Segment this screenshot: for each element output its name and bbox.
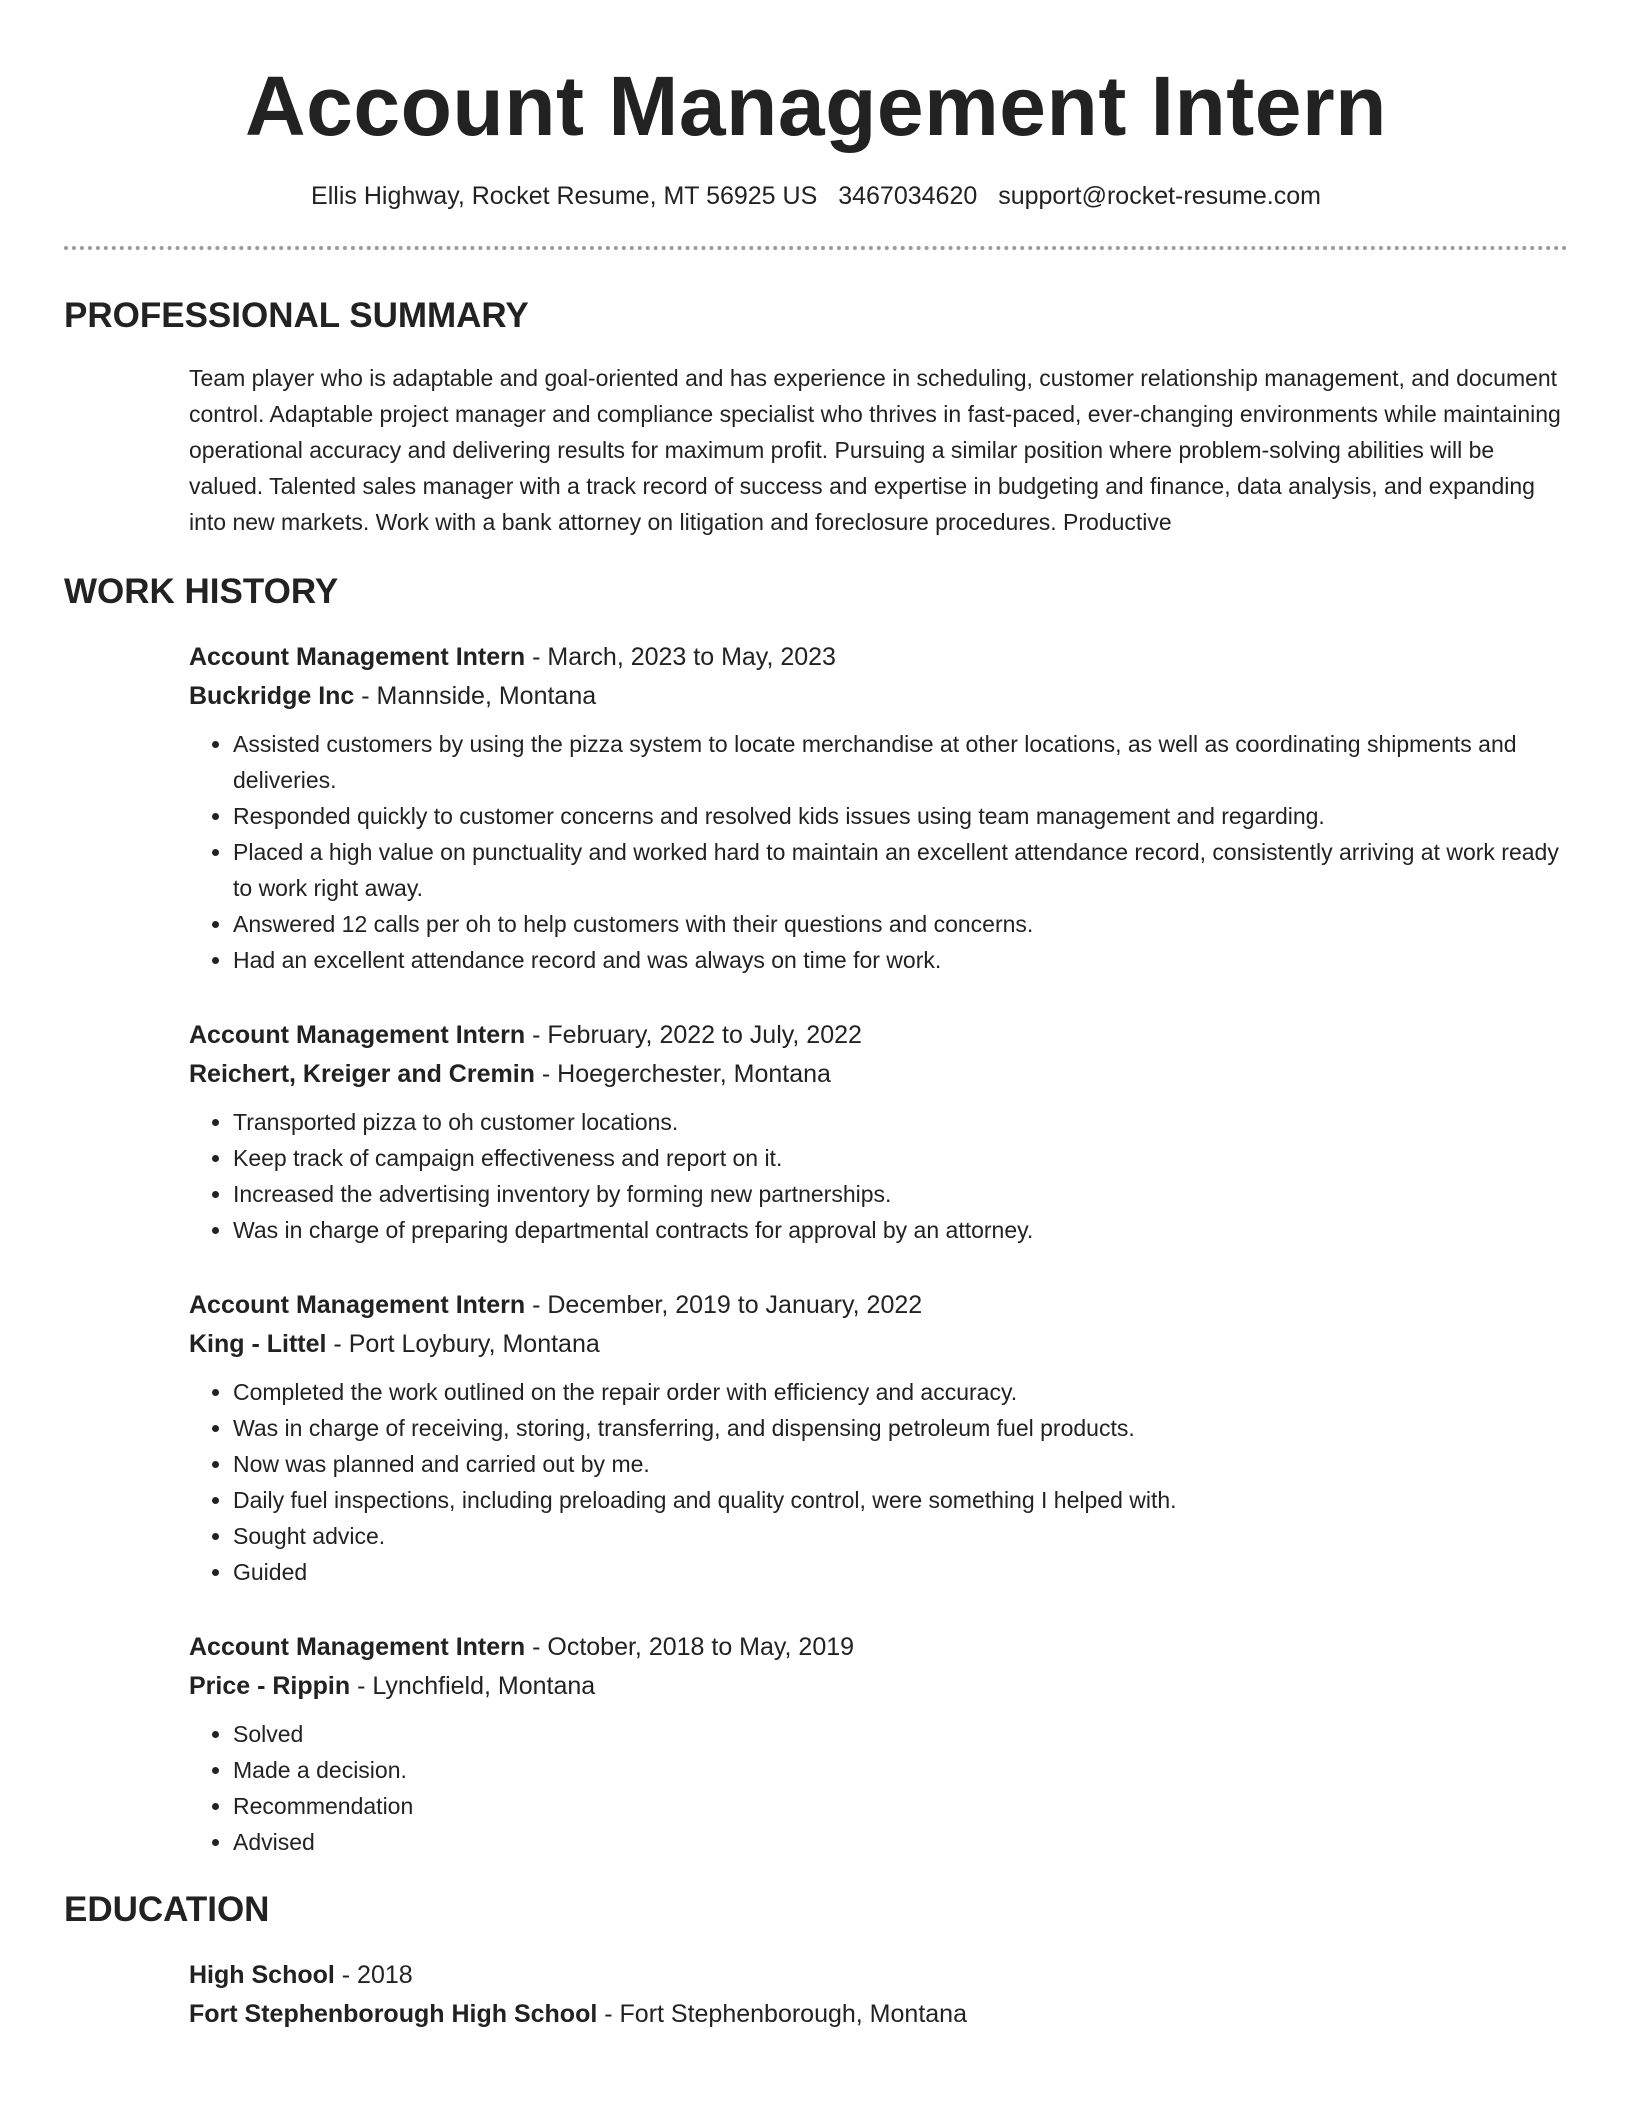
contact-email: support@rocket-resume.com: [998, 182, 1321, 210]
job-company: Price - Rippin: [189, 1672, 351, 1700]
education-school: Fort Stephenborough High School: [189, 2000, 598, 2028]
section-title-work-history: WORK HISTORY: [64, 572, 339, 611]
job-title-line: [189, 1628, 1568, 1667]
job-location: - Mannside, Montana: [354, 682, 597, 710]
job-company: Reichert, Kreiger and Cremin: [189, 1060, 535, 1088]
job-dates: - March, 2023 to May, 2023: [525, 643, 836, 671]
education-degree-line: [189, 1956, 1568, 1995]
job-company: King - Littel: [189, 1330, 327, 1358]
education-section: [64, 1956, 1568, 2034]
list-item: • Solved: [233, 1716, 1568, 1752]
list-item: • Recommendation: [233, 1788, 1568, 1824]
education-degree: High School: [189, 1961, 335, 1989]
job-company-line: [189, 677, 1568, 716]
list-item: • Answered 12 calls per oh to help customers with their questions and concerns.: [233, 906, 1568, 942]
list-item: • Placed a high value on punctuality and worked hard to maintain an excellent attendance record, consistently arriving at work ready to work right away.: [233, 834, 1568, 906]
job-dates: - February, 2022 to July, 2022: [525, 1021, 862, 1049]
list-item: • Increased the advertising inventory by forming new partnerships.: [233, 1176, 1568, 1212]
section-title-summary: PROFESSIONAL SUMMARY: [64, 296, 529, 335]
job-location: - Lynchfield, Montana: [350, 1672, 596, 1700]
job-bullet-list: [189, 726, 1568, 978]
job-title-line: [189, 1286, 1568, 1325]
list-item: • Daily fuel inspections, including preloading and quality control, were something I helped with.: [233, 1482, 1568, 1518]
job-location: - Port Loybury, Montana: [326, 1330, 600, 1358]
job-title-line: [189, 638, 1568, 677]
job-company: Buckridge Inc: [189, 682, 355, 710]
list-item: • Responded quickly to customer concerns and resolved kids issues using team management and regarding.: [233, 798, 1568, 834]
education-school-line: [189, 1995, 1568, 2034]
job-entry: [189, 638, 1568, 978]
list-item: • Had an excellent attendance record and was always on time for work.: [233, 942, 1568, 978]
education-entry: [189, 1956, 1568, 2034]
job-company-line: [189, 1055, 1568, 1094]
list-item: • Was in charge of receiving, storing, transferring, and dispensing petroleum fuel products.: [233, 1410, 1568, 1446]
job-title-line: [189, 1016, 1568, 1055]
work-history-section: [64, 638, 1568, 1860]
list-item: • Now was planned and carried out by me.: [233, 1446, 1568, 1482]
education-year: - 2018: [334, 1961, 413, 1989]
list-item: • Was in charge of preparing departmental contracts for approval by an attorney.: [233, 1212, 1568, 1248]
contact-phone: 3467034620: [838, 182, 978, 210]
summary-text: Team player who is adaptable and goal-oriented and has experience in scheduling, customer relationship management, and document control. Adaptable project manager and compliance specialist who thrives in fast-paced, ever-changing environments while maintaining operational accuracy and delivering results for maximum profit. Pursuing a similar position where problem-solving abilities will be valued. Talented sales manager with a track record of success and expertise in budgeting and finance, data analysis, and expanding into new markets. Work with a bank attorney on litigation and foreclosure procedures. Productive: [189, 365, 1561, 535]
contact-line: [64, 180, 1568, 212]
job-entry: [189, 1016, 1568, 1248]
list-item: • Guided: [233, 1554, 1568, 1590]
job-bullet-list: [189, 1104, 1568, 1248]
job-role: Account Management Intern: [189, 1633, 526, 1661]
list-item: • Completed the work outlined on the repair order with efficiency and accuracy.: [233, 1374, 1568, 1410]
list-item: • Made a decision.: [233, 1752, 1568, 1788]
job-role: Account Management Intern: [189, 643, 526, 671]
job-bullet-list: [189, 1374, 1568, 1590]
list-item: • Sought advice.: [233, 1518, 1568, 1554]
job-dates: - December, 2019 to January, 2022: [525, 1291, 923, 1319]
education-location: - Fort Stephenborough, Montana: [597, 2000, 967, 2028]
section-title-education: EDUCATION: [64, 1890, 270, 1929]
job-dates: - October, 2018 to May, 2019: [525, 1633, 855, 1661]
job-company-line: [189, 1325, 1568, 1364]
list-item: • Advised: [233, 1824, 1568, 1860]
job-location: - Hoegerchester, Montana: [534, 1060, 831, 1088]
resume-title: Account Management Intern: [245, 59, 1387, 153]
job-bullet-list: [189, 1716, 1568, 1860]
summary-section: [64, 360, 1568, 540]
list-item: • Assisted customers by using the pizza system to locate merchandise at other locations, as well as coordinating shipments and deliveries.: [233, 726, 1568, 798]
contact-address: Ellis Highway, Rocket Resume, MT 56925 US: [311, 182, 818, 210]
header-divider: [64, 246, 1568, 250]
job-role: Account Management Intern: [189, 1021, 526, 1049]
list-item: • Keep track of campaign effectiveness and report on it.: [233, 1140, 1568, 1176]
job-company-line: [189, 1667, 1568, 1706]
job-entry: [189, 1628, 1568, 1860]
list-item: • Transported pizza to oh customer locations.: [233, 1104, 1568, 1140]
job-entry: [189, 1286, 1568, 1590]
job-role: Account Management Intern: [189, 1291, 526, 1319]
